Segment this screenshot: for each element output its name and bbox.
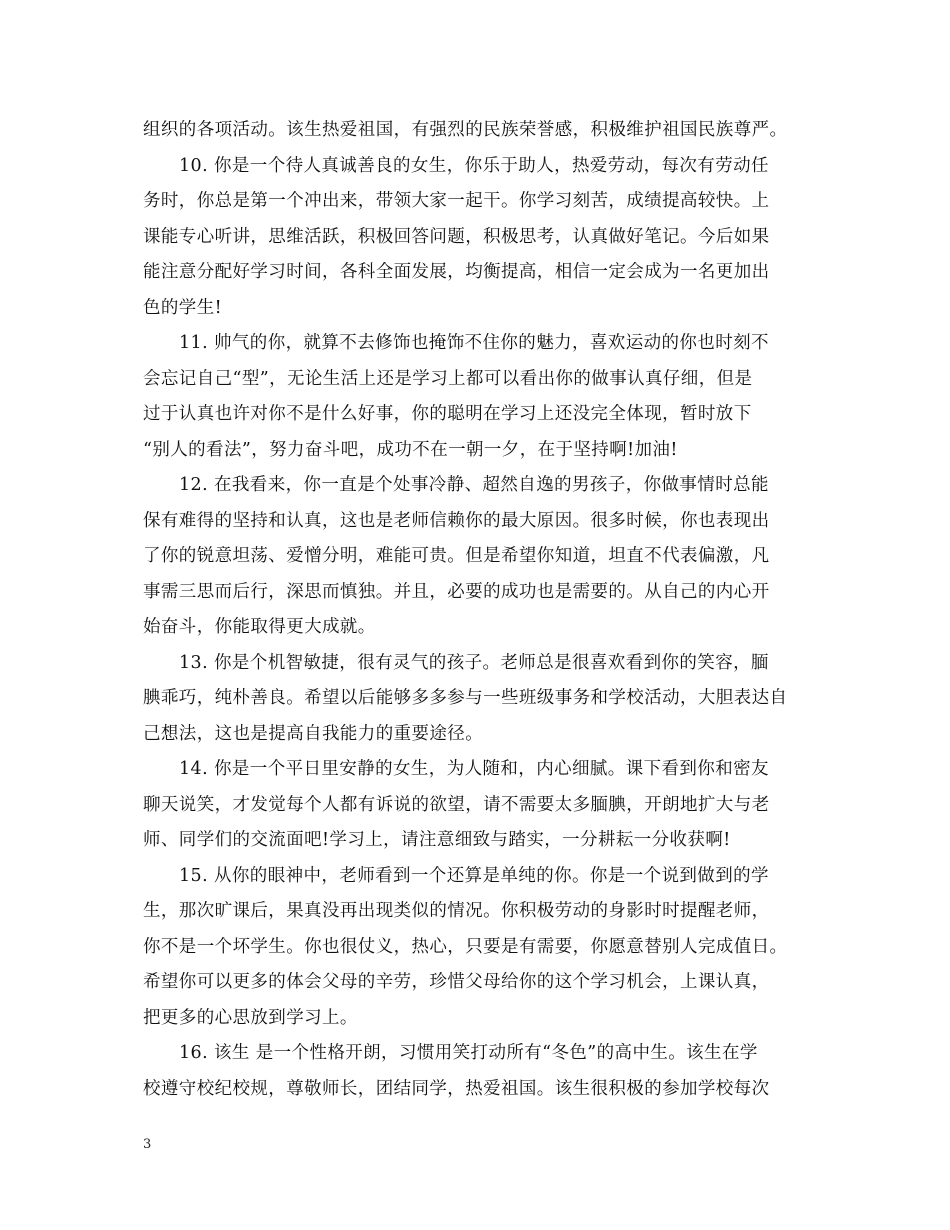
- text-line: 校遵守校纪校规，尊敬师长，团结同学，热爱祖国。该生很积极的参加学校每次: [143, 1078, 770, 1099]
- text-line: 16. 该生 是一个性格开朗，习惯用笑打动所有“冬色”的高中生。该生在学: [179, 1043, 758, 1063]
- text-line: 保有难得的坚持和认真，这也是老师信赖你的最大原因。很多时候，你也表现出: [143, 510, 770, 531]
- text-line: 色的学生!: [143, 297, 223, 318]
- text-line: 你不是一个坏学生。你也很仗义，热心，只要是有需要，你愿意替别人完成值日。: [143, 936, 788, 957]
- text-line: 始奋斗，你能取得更大成就。: [143, 617, 376, 637]
- text-line: 师、同学们的交流面吧!学习上，请注意细致与踏实，一分耕耘一分收获啊!: [143, 830, 731, 850]
- text-line: 过于认真也许对你不是什么好事，你的聪明在学习上还没完全体现，暂时放下: [143, 404, 752, 424]
- text-line: 了你的锐意坦荡、爱憎分明，难能可贵。但是希望你知道，坦直不代表偏激，凡: [143, 546, 770, 566]
- text-line: 11. 帅气的你，就算不去修饰也掩饰不住你的魅力，喜欢运动的你也时刻不: [179, 333, 769, 353]
- text-line: 组织的各项活动。该生热爱祖国，有强烈的民族荣誉感，积极维护祖国民族尊严。: [143, 120, 788, 140]
- text-line: 生，那次旷课后，果真没再出现类似的情况。你积极劳动的身影时时提醒老师，: [143, 901, 770, 921]
- text-line: 课能专心听讲，思维活跃，积极回答问题，积极思考，认真做好笔记。今后如果: [143, 226, 770, 247]
- text-line: 希望你可以更多的体会父母的辛劳，珍惜父母给你的这个学习机会，上课认真，: [143, 972, 770, 992]
- text-line: 己想法，这也是提高自我能力的重要途径。: [143, 723, 484, 744]
- text-line: 能注意分配好学习时间，各科全面发展，均衡提高，相信一定会成为一名更加出: [143, 262, 770, 282]
- text-line: 事需三思而后行，深思而慎独。并且，必要的成功也是需要的。从自己的内心开: [143, 581, 770, 602]
- text-line: 14. 你是一个平日里安静的女生，为人随和，内心细腻。课下看到你和密友: [179, 759, 769, 779]
- text-line: 务时，你总是第一个冲出来，带领大家一起干。你学习刻苦，成绩提高较快。上: [143, 191, 770, 211]
- text-line: 腆乖巧，纯朴善良。希望以后能够多多参与一些班级事务和学校活动，大胆表达自: [143, 688, 788, 708]
- text-line: 15. 从你的眼神中，老师看到一个还算是单纯的你。你是一个说到做到的学: [179, 865, 769, 886]
- document-body: [143, 113, 813, 1107]
- text-line: 13. 你是个机智敏捷，很有灵气的孩子。老师总是很喜欢看到你的笑容，腼: [179, 652, 769, 673]
- page-number: 3: [143, 1137, 152, 1152]
- text-line: 聊天说笑，才发觉每个人都有诉说的欲望，请不需要太多腼腆，开朗地扩大与老: [143, 794, 770, 815]
- text-line: 10. 你是一个待人真诚善良的女生，你乐于助人，热爱劳动，每次有劳动任: [179, 155, 769, 176]
- text-line: 12. 在我看来，你一直是个处事冷静、超然自逸的男孩子，你做事情时总能: [179, 475, 769, 495]
- text-line: 会忘记自己“型”，无论生活上还是学习上都可以看出你的做事认真仔细，但是: [143, 368, 753, 389]
- text-line: 把更多的心思放到学习上。: [143, 1007, 358, 1028]
- text-line: “别人的看法”，努力奋斗吧，成功不在一朝一夕，在于坚持啊!加油!: [143, 439, 678, 460]
